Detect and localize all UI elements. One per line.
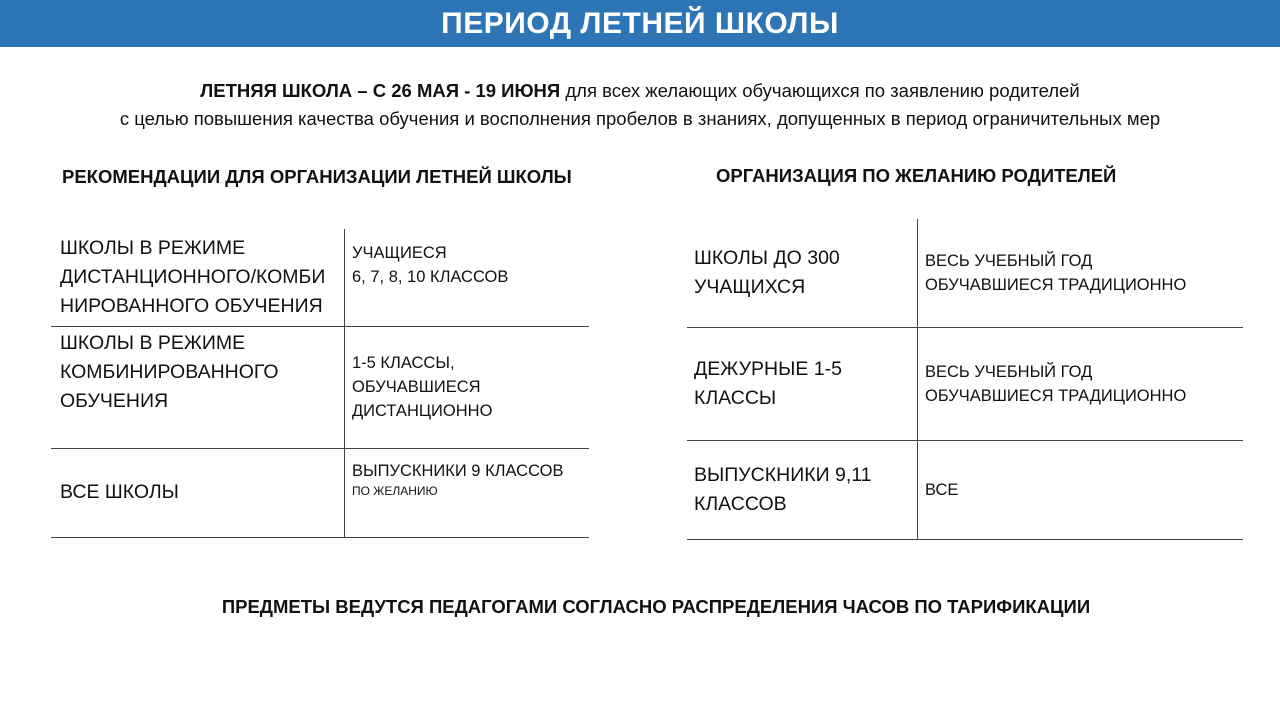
table-row <box>687 219 1243 327</box>
school-type-cell: ДЕЖУРНЫЕ 1-5 КЛАССЫ <box>687 327 918 440</box>
table-row <box>51 326 589 448</box>
school-type-cell: ШКОЛЫ В РЕЖИМЕ КОМБИНИРОВАННОГО ОБУЧЕНИЯ <box>51 326 345 448</box>
intro-line-2: с целью повышения качества обучения и восполнения пробелов в знаниях, допущенных в период ограничительных мер <box>119 108 1161 129</box>
recommendations-table <box>51 229 589 538</box>
table-row <box>51 448 589 537</box>
left-section-title: РЕКОМЕНДАЦИИ ДЛЯ ОРГАНИЗАЦИИ ЛЕТНЕЙ ШКОЛЫ <box>62 166 572 187</box>
table-row <box>51 229 589 326</box>
school-type-cell: ВЫПУСКНИКИ 9,11 КЛАССОВ <box>687 440 918 539</box>
school-type-cell: ШКОЛЫ В РЕЖИМЕ ДИСТАНЦИОННОГО/КОМБИ НИРОВАННОГО ОБУЧЕНИЯ <box>51 229 345 326</box>
intro-audience: для всех желающих обучающихся по заявлению родителей <box>560 80 1080 101</box>
intro-line-1 <box>0 77 1280 105</box>
table-row <box>687 327 1243 440</box>
parents-choice-table <box>687 219 1243 540</box>
students-cell: ВЕСЬ УЧЕБНЫЙ ГОД ОБУЧАВШИЕСЯ ТРАДИЦИОННО <box>925 251 1187 294</box>
students-cell: 1-5 КЛАССЫ, ОБУЧАВШИЕСЯ ДИСТАНЦИОННО <box>352 354 493 420</box>
page-title: ПЕРИОД ЛЕТНЕЙ ШКОЛЫ <box>441 6 839 40</box>
right-section-title: ОРГАНИЗАЦИЯ ПО ЖЕЛАНИЮ РОДИТЕЛЕЙ <box>716 165 1117 186</box>
school-type-cell: ВСЕ ШКОЛЫ <box>51 448 345 537</box>
footer-note: ПРЕДМЕТЫ ВЕДУТСЯ ПЕДАГОГАМИ СОГЛАСНО РАСПРЕДЕЛЕНИЯ ЧАСОВ ПО ТАРИФИКАЦИИ <box>221 596 1091 617</box>
school-type-cell: ШКОЛЫ ДО 300 УЧАЩИХСЯ <box>687 219 918 327</box>
students-cell: ВЫПУСКНИКИ 9 КЛАССОВ ПО ЖЕЛАНИЮ <box>345 448 590 537</box>
optional-note: ПО ЖЕЛАНИЮ <box>352 483 438 498</box>
title-banner <box>0 0 1280 47</box>
students-cell: ВСЕ <box>925 480 959 499</box>
intro-text <box>0 77 1280 133</box>
students-cell: УЧАЩИЕСЯ 6, 7, 8, 10 КЛАССОВ <box>352 244 509 286</box>
students-cell: ВЕСЬ УЧЕБНЫЙ ГОД ОБУЧАВШИЕСЯ ТРАДИЦИОННО <box>925 362 1187 405</box>
intro-dates: ЛЕТНЯЯ ШКОЛА – С 26 МАЯ - 19 ИЮНЯ <box>200 80 561 101</box>
table-row <box>687 440 1243 539</box>
